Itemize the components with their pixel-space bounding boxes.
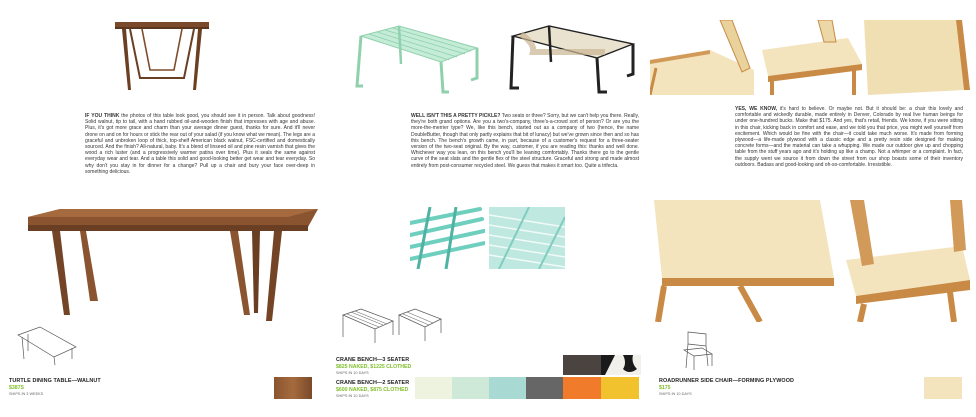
bench-2-product-title: CRANE BENCH—2 SEATER [336, 380, 410, 386]
page-bench [325, 0, 650, 417]
bench-description-text: Two seats or three? Sorry, but we can't help you there. Really, they're both grand options. Are you a two's-company, three's-a-crowd sort of person? Or are you the more-the-merrier type? We, like this bench, started out as a company of two (hence, the name DoubleButter, though that only partly explains that bit of lunacy) but we've grown since then and so has this bench. The bench's growth came, in part, because of a customer's request for a three-seater version of the two-seat original. By the way, customer, if you are reading this: thanks and well done. Whichever way you lean, on this bench you'll be leaning comfortably. Thanks there go to the gentle curve of the seat slats and the gentle flex of the steel structure. Graceful and strong and made almost entirely from post-consumer recycled steel. We guess that makes it smart too. Quite a trifecta. [411, 113, 639, 169]
walnut-swatch [274, 377, 312, 399]
bench-detail-photo-2 [489, 207, 565, 269]
color-swatch-yellow [601, 377, 639, 399]
color-swatch-gray [526, 377, 563, 399]
bench-2-price: $600 NAKED, $875 CLOTHED [336, 387, 409, 393]
chair-detail-photo-1 [650, 20, 754, 95]
chair-description-text: it's hard to believe. Or maybe not. But it should be: a chair this lovely and comfortable and wickedly durable, made entirely in Denver, Colorado by real live human beings for under one-hundred bucks. Make that $175. And yes, that's retail, friends. We know, if you were sitting in this chair, kicking back in comfort and ease, and we told you that price, you might well yourself from excitement. Which would be fine with the chair—it could take much worse. It's made from forming plywood—a life-made plywood with a classic edge and a pretty resin side designed for making concrete forms—and the material can take a whupping. We made our outdoor give up and chopping table from the stuff years ago and it's holding up like a champ. Not a whimper or a complaint. In fact, the supply went we source it from down the street from our shop boasts some of their inventory outdoors. Badass and good-looking and oh-so-comfortable. Irresistible. [735, 106, 963, 168]
chair-shipping: SHIPS IN 10 DAYS [659, 392, 692, 396]
chair-photo-main [650, 200, 970, 322]
color-swatch-orange [563, 377, 601, 399]
table-description-lead: IF YOU THINK [85, 113, 120, 119]
bench-3-product-title: CRANE BENCH—3 SEATER [336, 357, 410, 363]
color-swatch-mint [452, 377, 489, 399]
bench-description [411, 113, 639, 203]
color-swatch-aqua [489, 377, 526, 399]
chair-product-title: ROADRUNNER SIDE CHAIR—FORMING PLYWOOD [659, 378, 794, 384]
table-description-text: the photos of this table look good, you should see it in person. Talk about goodness! Solid walnut, tip to tail, with a hand rubbed oil-and-wooden finish that impresses with age and abuse. Plus, it's got more grace and charm than your average dinner guest, thanks for sure. And it'll never drone on and on for hours or stick the rear out of your salad (if you know what we mean). The legs are a graceful and unbroken loop of thick, top-shelf American black walnut, FSC-certified and domestically sourced. And the finish? All-natural, baby. It's a blend of linseed oil and pine resin varnish that gives the wood a rich luster (and a progressively warmer patina over time). Plus it seals the same against everyday wear and tear. And a table this solid and good-looking better get wear and tear everyday. So why don't you stay in for dinner for a change? Pull up a chair and bury your face over-deep in something delicious. [85, 113, 315, 175]
bench-detail-photo-1 [410, 207, 485, 269]
table-line-drawing-icon [14, 325, 80, 367]
black-fabric-swatch [563, 355, 601, 375]
bench-2-seater-line-drawing-icon [395, 305, 445, 345]
bench-3-price: $825 NAKED, $1225 CLOTHED [336, 364, 412, 370]
table-photo-main [20, 205, 320, 325]
chair-description-lead: YES, WE KNOW, [735, 106, 778, 112]
table-price: $387S [9, 385, 25, 391]
plywood-swatch [924, 377, 962, 399]
table-photo-front [112, 18, 212, 93]
page-chair [650, 0, 976, 417]
color-swatch-cream [415, 377, 452, 399]
bench-3-seater-line-drawing-icon [339, 305, 395, 345]
table-shipping: SHIPS IN 3 WEEKS [9, 392, 44, 396]
bench-2-shipping: SHIPS IN 10 DAYS [336, 394, 369, 398]
bench-description-lead: WELL ISN'T THIS A PRETTY PICKLE? [411, 113, 501, 119]
page-table [0, 0, 325, 417]
table-product-title: TURTLE DINING TABLE—WALNUT [9, 378, 101, 384]
chair-description [735, 106, 963, 198]
chair-line-drawing-icon [680, 330, 716, 372]
cowhide-swatch [601, 355, 641, 375]
bench-photo-mint [343, 22, 483, 97]
chair-price: $175 [659, 385, 671, 391]
chair-detail-photo-2 [758, 20, 862, 95]
bench-3-shipping: SHIPS IN 10 DAYS [336, 371, 369, 375]
table-description [85, 113, 315, 203]
bench-photo-black [505, 22, 640, 97]
chair-detail-photo-3 [864, 20, 972, 95]
